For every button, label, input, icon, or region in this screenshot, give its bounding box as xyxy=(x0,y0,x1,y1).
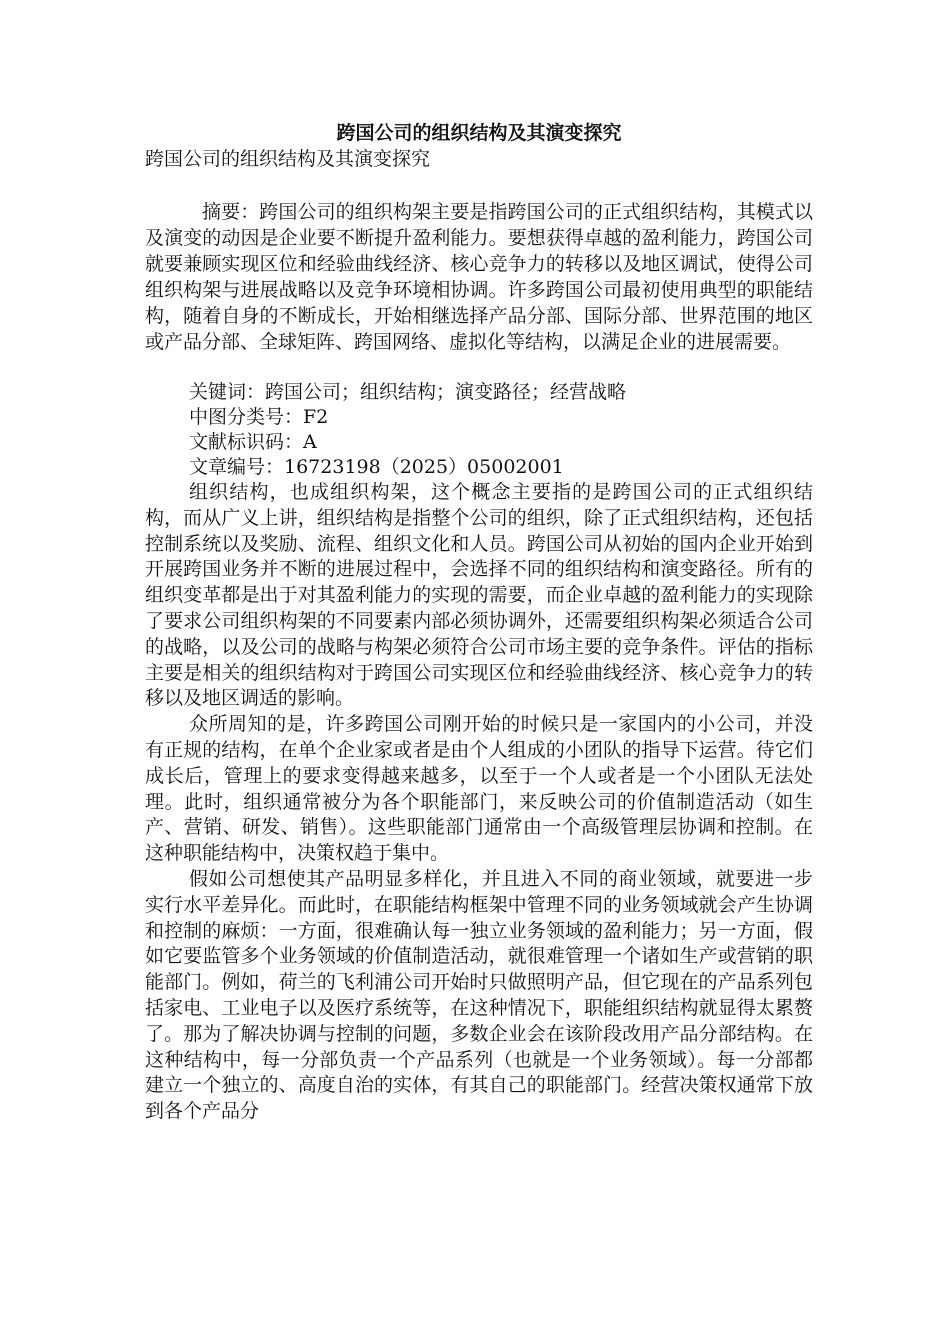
classification-line: 中图分类号：F2 xyxy=(189,406,329,428)
abstract-paragraph: 摘要：跨国公司的组织构架主要是指跨国公司的正式组织结构，其模式以及演变的动因是企业要不断提升盈利能力。要想获得卓越的盈利能力，跨国公司就要兼顾实现区位和经验曲线经济、核心竞争力的转移以及地区调试，使得公司组织构架与进展战略以及竞争环境相协调。许多跨国公司最初使用典型的职能结构，随着自身的不断成长，开始相继选择产品分部、国际分部、世界范围的地区或产品分部、全球矩阵、跨国网络、虚拟化等结构，以满足企业的进展需要。 xyxy=(145,201,813,353)
document-subtitle: 跨国公司的组织结构及其演变探究 xyxy=(145,148,431,170)
document-title: 跨国公司的组织结构及其演变探究 xyxy=(336,122,622,144)
document-code-line: 文献标识码：A xyxy=(189,431,317,453)
article-number-line: 文章编号：16723198（2025）05002001 xyxy=(189,456,564,478)
body-paragraph: 假如公司想使其产品明显多样化，并且进入不同的商业领域，就要进一步实行水平差异化。而此时，在职能结构框架中管理不同的业务领域就会产生协调和控制的麻烦：一方面，很难确认每一独立业务领域的盈利能力；另一方面，假如它要监管多个业务领域的价值制造活动，就很难管理一个诸如生产或营销的职能部门。例如，荷兰的飞利浦公司开始时只做照明产品，但它现在的产品系列包括家电、工业电子以及医疗系统等，在这种情况下，职能组织结构就显得太累赘了。那为了解决协调与控制的问题，多数企业会在该阶段改用产品分部结构。在这种结构中，每一分部负责一个产品系列（也就是一个业务领域）。每一分部都建立一个独立的、高度自治的实体，有其自己的职能部门。经营决策权通常下放到各个产品分 xyxy=(145,867,813,1123)
body-paragraph: 组织结构，也成组织构架，这个概念主要指的是跨国公司的正式组织结构，而从广义上讲，组织结构是指整个公司的组织，除了正式组织结构，还包括控制系统以及奖励、流程、组织文化和人员。跨国公司从初始的国内企业开始到开展跨国业务并不断的进展过程中，会选择不同的组织结构和演变路径。所有的组织变革都是出于对其盈利能力的实现的需要，而企业卓越的盈利能力的实现除了要求公司组织构架的不同要素内部必须协调外，还需要组织构架必须适合公司的战略，以及公司的战略与构架必须符合公司市场主要的竞争条件。评估的指标主要是相关的组织结构对于跨国公司实现区位和经验曲线经济、核心竞争力的转移以及地区调适的影响。 xyxy=(145,481,813,710)
keywords-line: 关键词：跨国公司；组织结构；演变路径；经营战略 xyxy=(189,381,627,403)
document-page xyxy=(145,120,813,1125)
body-paragraph: 众所周知的是，许多跨国公司刚开始的时候只是一家国内的小公司，并没有正规的结构，在单个企业家或者是由个人组成的小团队的指导下运营。待它们成长后，管理上的要求变得越来越多，以至于一个人或者是一个小团队无法处理。此时，组织通常被分为各个职能部门，来反映公司的价值制造活动（如生产、营销、研发、销售）。这些职能部门通常由一个高级管理层协调和控制。在这种职能结构中，决策权趋于集中。 xyxy=(145,713,813,865)
